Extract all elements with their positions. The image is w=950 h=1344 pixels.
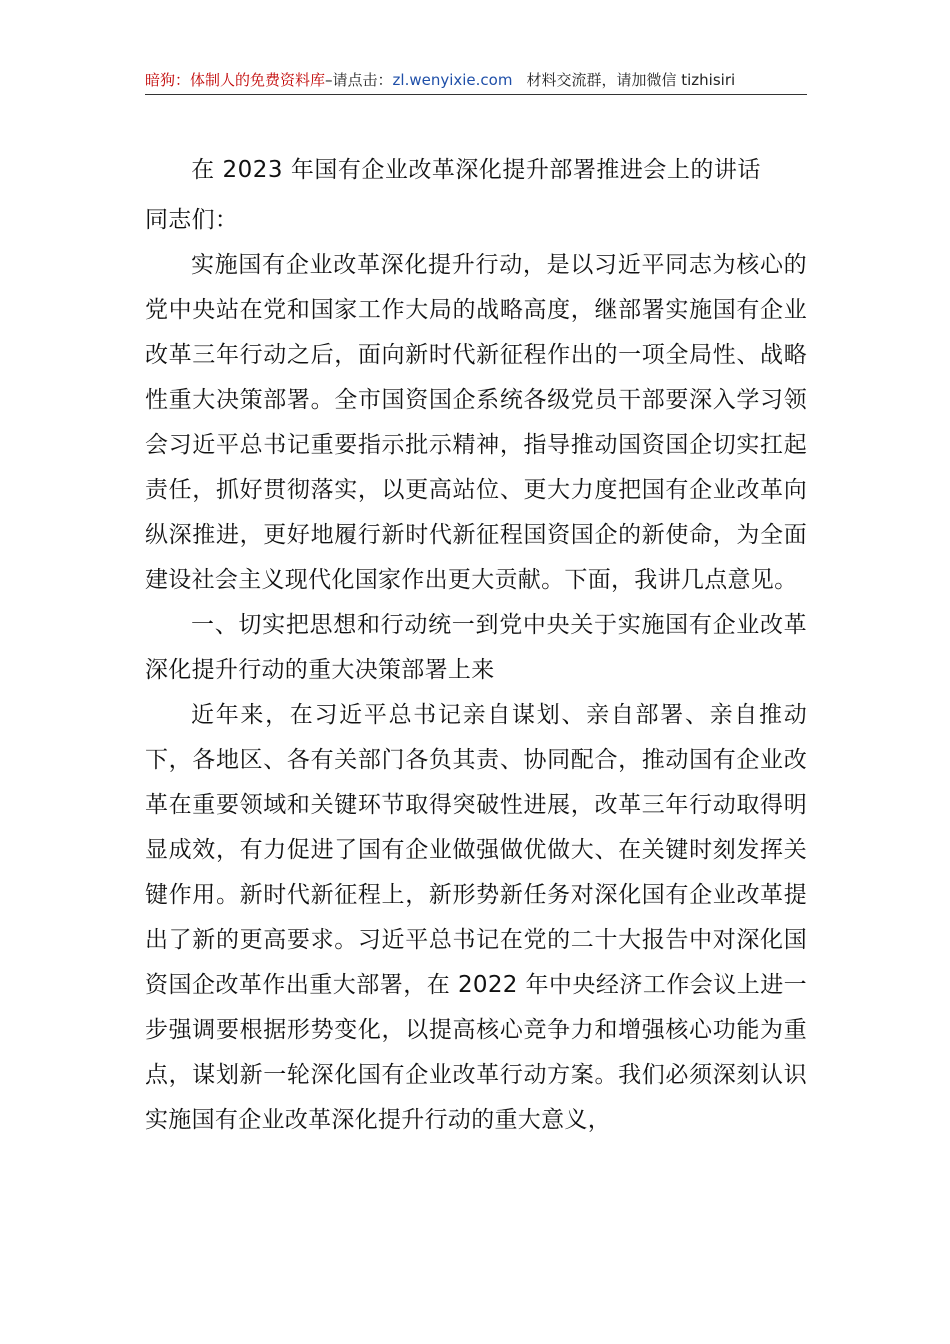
- paragraph-section-1: 近年来，在习近平总书记亲自谋划、亲自部署、亲自推动下，各地区、各有关部门各负其责、协同配合，推动国有企业改革在重要领域和关键环节取得突破性进展，改革三年行动取得明显成效，有力促进了国有企业做强做优做大、在关键时刻发挥关键作用。新时代新征程上，新形势新任务对深化国有企业改革提出了新的更高要求。习近平总书记在党的二十大报告中对深化国资国企改革作出重大部署，在 2022 年中央经济工作会议上进一步强调要根据形势变化，以提高核心竞争力和增强核心功能为重点，谋划新一轮深化国有企业改革行动方案。我们必须深刻认识实施国有企业改革深化提升行动的重大意义，: [145, 702, 807, 1133]
- section-heading-1: 一、切实把思想和行动统一到党中央关于实施国有企业改革深化提升行动的重大决策部署上来: [145, 612, 807, 683]
- header-group-text: 材料交流群，请加微信 tizhisiri: [526, 71, 736, 89]
- page-header: [145, 66, 807, 95]
- paragraph-intro: 实施国有企业改革深化提升行动，是以习近平同志为核心的党中央站在党和国家工作大局的战略高度，继部署实施国有企业改革三年行动之后，面向新时代新征程作出的一项全局性、战略性重大决策部署。全市国资国企系统各级党员干部要深入学习领会习近平总书记重要指示批示精神，指导推动国资国企切实扛起责任，抓好贯彻落实，以更高站位、更大力度把国有企业改革向纵深推进，更好地履行新时代新征程国资国企的新使命，为全面建设社会主义现代化国家作出更大贡献。下面，我讲几点意见。: [145, 252, 807, 593]
- header-click-prompt: –请点击：: [325, 71, 393, 89]
- document-title: 在 2023 年国有企业改革深化提升部署推进会上的讲话: [191, 157, 761, 183]
- header-brand: 暗狗：体制人的免费资料库: [145, 71, 326, 89]
- salutation: 同志们：: [145, 207, 239, 233]
- document-body: [145, 198, 807, 1143]
- header-url-link[interactable]: zl.wenyixie.com: [392, 71, 513, 89]
